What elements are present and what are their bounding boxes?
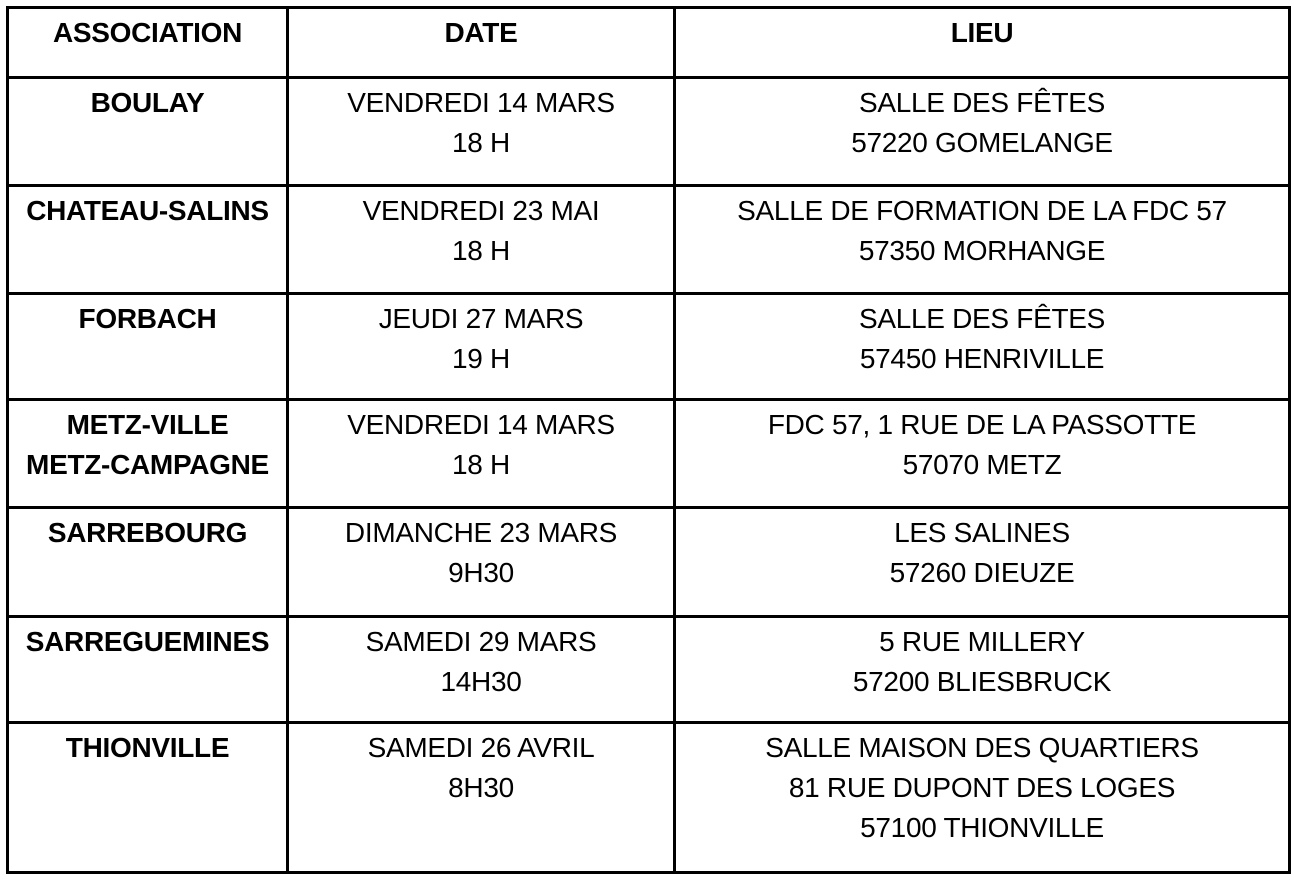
city-line: 57100 THIONVILLE: [860, 812, 1104, 843]
address-line: 57220 GOMELANGE: [851, 127, 1113, 158]
venue-line: SALLE DE FORMATION DE LA FDC 57: [737, 195, 1227, 226]
association-name: CHATEAU-SALINS: [26, 195, 269, 226]
association-name: SARREGUEMINES: [25, 626, 270, 657]
address-line: 57450 HENRIVILLE: [859, 343, 1105, 374]
cell-association: [8, 294, 288, 400]
column-header-association: [8, 8, 288, 78]
cell-lieu: [675, 78, 1290, 186]
venue-line: SALLE DES FÊTES: [858, 87, 1106, 118]
cell-lieu: [675, 400, 1290, 508]
cell-lieu: [675, 617, 1290, 723]
cell-association: [8, 186, 288, 294]
association-name: METZ-CAMPAGNE: [26, 449, 269, 480]
cell-date: [288, 294, 675, 400]
address-line: 81 RUE DUPONT DES LOGES: [788, 772, 1176, 803]
cell-date: [288, 400, 675, 508]
meeting-schedule-table: [6, 6, 1291, 874]
table-row: [8, 78, 1290, 186]
address-line: 57070 METZ: [902, 449, 1062, 480]
table-row: [8, 723, 1290, 873]
address-line: 57260 DIEUZE: [889, 557, 1075, 588]
column-header-date: [288, 8, 675, 78]
table-header-row: [8, 8, 1290, 78]
association-name: FORBACH: [78, 303, 217, 334]
cell-date: [288, 78, 675, 186]
time-line: 8H30: [448, 772, 514, 803]
column-header-lieu: [675, 8, 1290, 78]
table-row: [8, 617, 1290, 723]
cell-lieu: [675, 723, 1290, 873]
time-line: 9H30: [448, 557, 514, 588]
venue-line: FDC 57, 1 RUE DE LA PASSOTTE: [767, 409, 1197, 440]
cell-date: [288, 617, 675, 723]
table-row: [8, 508, 1290, 617]
date-line: VENDREDI 14 MARS: [347, 87, 615, 118]
time-line: 18 H: [452, 449, 510, 480]
table-row: [8, 294, 1290, 400]
venue-line: SALLE MAISON DES QUARTIERS: [765, 732, 1199, 763]
date-line: JEUDI 27 MARS: [378, 303, 584, 334]
date-line: SAMEDI 29 MARS: [365, 626, 597, 657]
table-row: [8, 186, 1290, 294]
cell-association: [8, 617, 288, 723]
table-row: [8, 400, 1290, 508]
address-line: 57200 BLIESBRUCK: [852, 666, 1112, 697]
cell-date: [288, 186, 675, 294]
date-line: SAMEDI 26 AVRIL: [367, 732, 595, 763]
date-line: VENDREDI 14 MARS: [347, 409, 615, 440]
time-line: 18 H: [452, 127, 510, 158]
date-line: DIMANCHE 23 MARS: [344, 517, 618, 548]
association-name: SARREBOURG: [47, 517, 248, 548]
column-header-label: ASSOCIATION: [52, 17, 243, 48]
cell-association: [8, 508, 288, 617]
date-line: VENDREDI 23 MAI: [362, 195, 600, 226]
cell-date: [288, 723, 675, 873]
time-line: 18 H: [452, 235, 510, 266]
venue-line: LES SALINES: [894, 517, 1070, 548]
time-line: 14H30: [440, 666, 522, 697]
column-header-label: LIEU: [950, 17, 1014, 48]
cell-lieu: [675, 508, 1290, 617]
column-header-label: DATE: [444, 17, 518, 48]
venue-line: SALLE DES FÊTES: [858, 303, 1106, 334]
cell-association: [8, 400, 288, 508]
address-line: 57350 MORHANGE: [858, 235, 1106, 266]
cell-lieu: [675, 294, 1290, 400]
association-name: BOULAY: [90, 87, 205, 118]
cell-association: [8, 723, 288, 873]
association-name: THIONVILLE: [65, 732, 230, 763]
venue-line: 5 RUE MILLERY: [879, 626, 1085, 657]
time-line: 19 H: [452, 343, 510, 374]
association-name: METZ-VILLE: [66, 409, 229, 440]
cell-lieu: [675, 186, 1290, 294]
cell-date: [288, 508, 675, 617]
cell-association: [8, 78, 288, 186]
